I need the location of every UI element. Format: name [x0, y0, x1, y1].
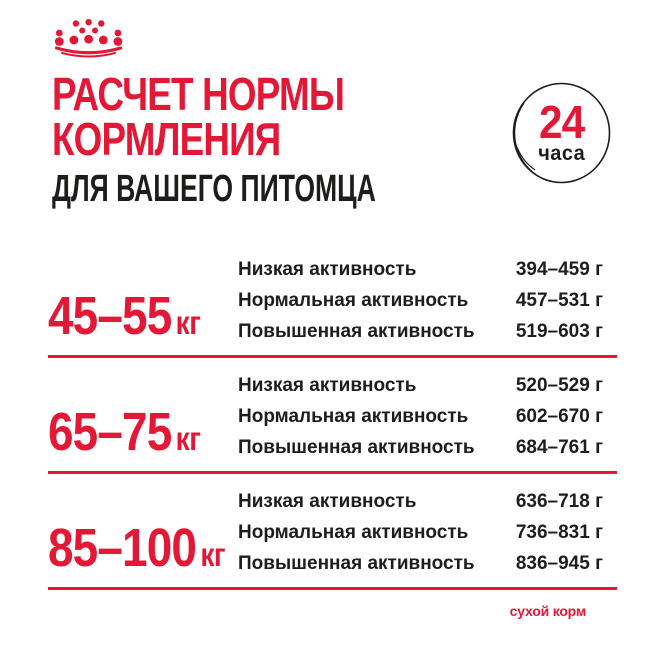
badge-value: 24: [538, 96, 585, 148]
page-title: [52, 68, 417, 165]
royal-canin-crown-icon: [52, 16, 132, 61]
table-row: [238, 316, 603, 347]
weight-range-label: [48, 285, 201, 347]
food-type-note: сухой корм: [509, 603, 586, 619]
title-line-2: КОРМЛЕНИЯ: [52, 113, 281, 165]
weight-range-value: 85–100: [48, 518, 197, 578]
weight-section-45-55: [48, 242, 617, 358]
activity-label: Низкая активность: [238, 490, 417, 512]
table-row: [238, 370, 603, 401]
amount-value: 394–459 г: [515, 258, 603, 280]
table-row: [238, 401, 603, 432]
amount-value: 684–761 г: [515, 436, 603, 458]
weight-unit: кг: [175, 304, 201, 341]
header: [52, 68, 417, 165]
table-row: [238, 285, 603, 316]
activity-label: Нормальная активность: [238, 289, 469, 311]
table-row: [238, 254, 603, 285]
activity-label: Низкая активность: [238, 374, 417, 396]
page-subtitle: ДЛЯ ВАШЕГО ПИТОМЦА: [52, 168, 376, 210]
table-row: [238, 517, 603, 548]
feeding-table: [48, 242, 617, 590]
table-row: [238, 548, 603, 579]
activity-label: Низкая активность: [238, 258, 417, 280]
weight-range-label: [48, 401, 201, 463]
amount-value: 520–529 г: [515, 374, 603, 396]
title-line-1: РАСЧЕТ НОРМЫ: [52, 68, 345, 120]
badge-label: часа: [537, 142, 586, 165]
weight-unit: кг: [175, 420, 201, 457]
activity-label: Повышенная активность: [238, 436, 475, 458]
weight-range-label: [48, 517, 225, 579]
amount-value: 602–670 г: [515, 405, 603, 427]
table-row: [238, 432, 603, 463]
amount-value: 457–531 г: [515, 289, 603, 311]
weight-unit: кг: [200, 536, 226, 573]
weight-section-65-75: [48, 358, 617, 474]
activity-rows: [238, 370, 603, 463]
amount-value: 736–831 г: [515, 521, 603, 543]
weight-range-value: 45–55: [48, 286, 172, 346]
amount-value: 636–718 г: [515, 490, 603, 512]
table-row: [238, 486, 603, 517]
badge-24-hours: [511, 81, 612, 185]
badge-text: [511, 81, 612, 185]
activity-label: Нормальная активность: [238, 521, 469, 543]
activity-label: Нормальная активность: [238, 405, 469, 427]
weight-section-85-100: [48, 474, 617, 590]
activity-rows: [238, 254, 603, 347]
amount-value: 836–945 г: [515, 552, 603, 574]
activity-label: Повышенная активность: [238, 320, 475, 342]
activity-label: Повышенная активность: [238, 552, 475, 574]
activity-rows: [238, 486, 603, 579]
weight-range-value: 65–75: [48, 402, 172, 462]
amount-value: 519–603 г: [515, 320, 603, 342]
